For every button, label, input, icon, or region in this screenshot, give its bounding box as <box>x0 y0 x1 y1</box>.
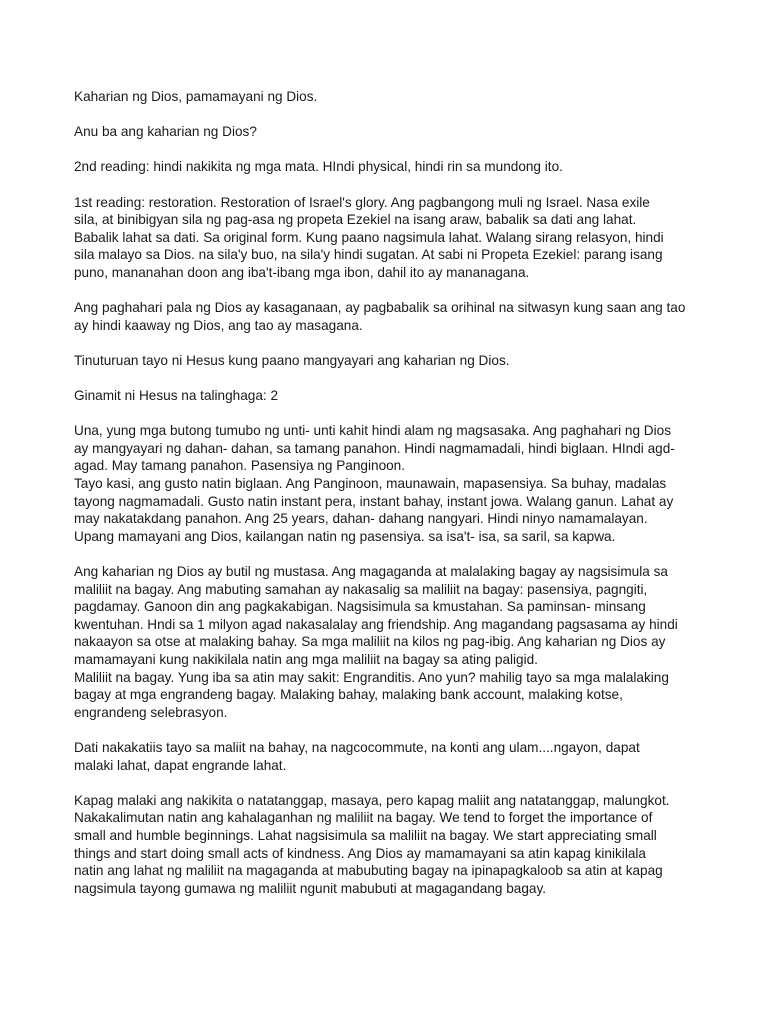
text-line: natin ang lahat ng maliliit na magaganda at mabubuting bagay na ipinapagkaloob sa atin at kapag <box>74 863 663 879</box>
paragraph <box>74 194 698 282</box>
document-body <box>74 88 698 897</box>
text-line: sila, at binibigyan sila ng pag-asa ng propeta Ezekiel na isang araw, babalik sa dati ang lahat. <box>74 212 637 228</box>
text-line: small and humble beginnings. Lahat nagsisimula sa maliliit na bagay. We start appreciating small <box>74 827 657 843</box>
text-line: mamamayani kung nakikilala natin ang mga maliliit na bagay sa ating paligid. <box>74 652 538 667</box>
text-line: Tinuturuan tayo ni Hesus kung paano mangyayari ang kaharian ng Dios. <box>74 352 510 368</box>
paragraph <box>74 299 698 334</box>
text-line: puno, mananahan doon ang iba't-ibang mga ibon, dahil ito ay mananagana. <box>74 264 530 280</box>
text-line: tayong nagmamadali. Gusto natin instant pera, instant bahay, instant jowa. Walang ganun. Lahat ay <box>74 493 674 509</box>
text-line: Anu ba ang kaharian ng Dios? <box>74 124 257 140</box>
text-line: agad. May tamang panahon. Pasensiya ng Panginoon. <box>74 458 406 474</box>
text-line: Dati nakakatiis tayo sa maliit na bahay, na nagcocommute, na konti ang ulam....ngayon, dapat <box>74 739 640 755</box>
text-line: 1st reading: restoration. Restoration of Israel's glory. Ang pagbangong muli ng Israel. Nasa exile <box>74 194 650 210</box>
text-line: Ginamit ni Hesus na talinghaga: 2 <box>74 388 279 404</box>
paragraph <box>74 739 698 774</box>
text-line: may nakatakdang panahon. Ang 25 years, dahan- dahang nangyari. Hindi ninyo namamalayan. <box>74 511 648 527</box>
text-line: Ang paghahari pala ng Dios ay kasaganaan, ay pagbabalik sa orihinal na sitwasyn kung saan ang tao <box>74 300 686 316</box>
text-line: pagdamay. Ganoon din ang pagkakabigan. Nagsisimula sa kmustahan. Sa paminsan- minsang <box>74 599 646 615</box>
paragraph <box>74 158 698 176</box>
text-line: nagsimula tayong gumawa ng maliliit ngunit mabubuti at magagandang bagay. <box>74 880 547 896</box>
paragraph <box>74 88 698 106</box>
text-line: Babalik lahat sa dati. Sa original form. Kung paano nagsimula lahat. Walang sirang relasyon, hindi <box>74 229 664 245</box>
text-line: Tayo kasi, ang gusto natin biglaan. Ang Panginoon, maunawain, mapasensiya. Sa buhay, madalas <box>74 476 667 492</box>
text-line: 2nd reading: hindi nakikita ng mga mata. HIndi physical, hindi rin sa mundong ito. <box>74 159 563 175</box>
text-line: Ang kaharian ng Dios ay butil ng mustasa. Ang magaganda at malalaking bagay ay nagsisimula sa <box>74 564 668 580</box>
paragraph <box>74 352 698 370</box>
text-line: nakaayon sa otse at malaking bahay. Sa mga maliliit na kilos ng pag-ibig. Ang kaharian ng Dios ay <box>74 634 666 650</box>
text-line: things and start doing small acts of kindness. Ang Dios ay mamamayani sa atin kapag kinikilala <box>74 845 646 861</box>
paragraph <box>74 387 698 405</box>
text-line: ay hindi kaaway ng Dios, ang tao ay masagana. <box>74 317 363 333</box>
text-line: malaki lahat, dapat engrande lahat. <box>74 757 287 773</box>
text-line: Kapag malaki ang nakikita o natatanggap, masaya, pero kapag maliit ang natatanggap, malungkot. <box>74 792 670 808</box>
text-line: kwentuhan. Hndi sa 1 milyon agad nakasalalay ang friendship. Ang magandang pagsasama ay hindi <box>74 616 678 632</box>
text-line: ay mangyayari ng dahan- dahan, sa tamang panahon. Hindi nagmamadali, hindi biglaan. HIndi agd- <box>74 440 675 456</box>
text-line: engrandeng selebrasyon. <box>74 704 228 720</box>
paragraph <box>74 422 698 545</box>
text-line: Una, yung mga butong tumubo ng unti- unti kahit hindi alam ng magsasaka. Ang paghahari ng Dios <box>74 423 671 439</box>
text-line: Kaharian ng Dios, pamamayani ng Dios. <box>74 89 318 104</box>
text-line: sila malayo sa Dios. na sila'y buo, na sila'y hindi sugatan. At sabi ni Propeta Ezekiel: parang isang <box>74 247 663 263</box>
text-line: Nakakalimutan natin ang kahalaganhan ng maliliit na bagay. We tend to forget the importance of <box>74 810 653 826</box>
text-line: Maliliit na bagay. Yung iba sa atin may sakit: Engranditis. Ano yun? mahilig tayo sa mga malalaking <box>74 669 669 685</box>
text-line: bagay at mga engrandeng bagay. Malaking bahay, malaking bank account, malaking kotse, <box>74 687 623 703</box>
paragraph <box>74 792 698 898</box>
paragraph <box>74 563 698 721</box>
paragraph <box>74 123 698 141</box>
text-line: maliliit na bagay. Ang mabuting samahan ay nakasalig sa maliliit na bagay: pasensiya, pagngiti, <box>74 581 648 597</box>
text-line: Upang mamayani ang Dios, kailangan natin ng pasensiya. sa isa't- isa, sa saril, sa kapwa. <box>74 528 616 544</box>
